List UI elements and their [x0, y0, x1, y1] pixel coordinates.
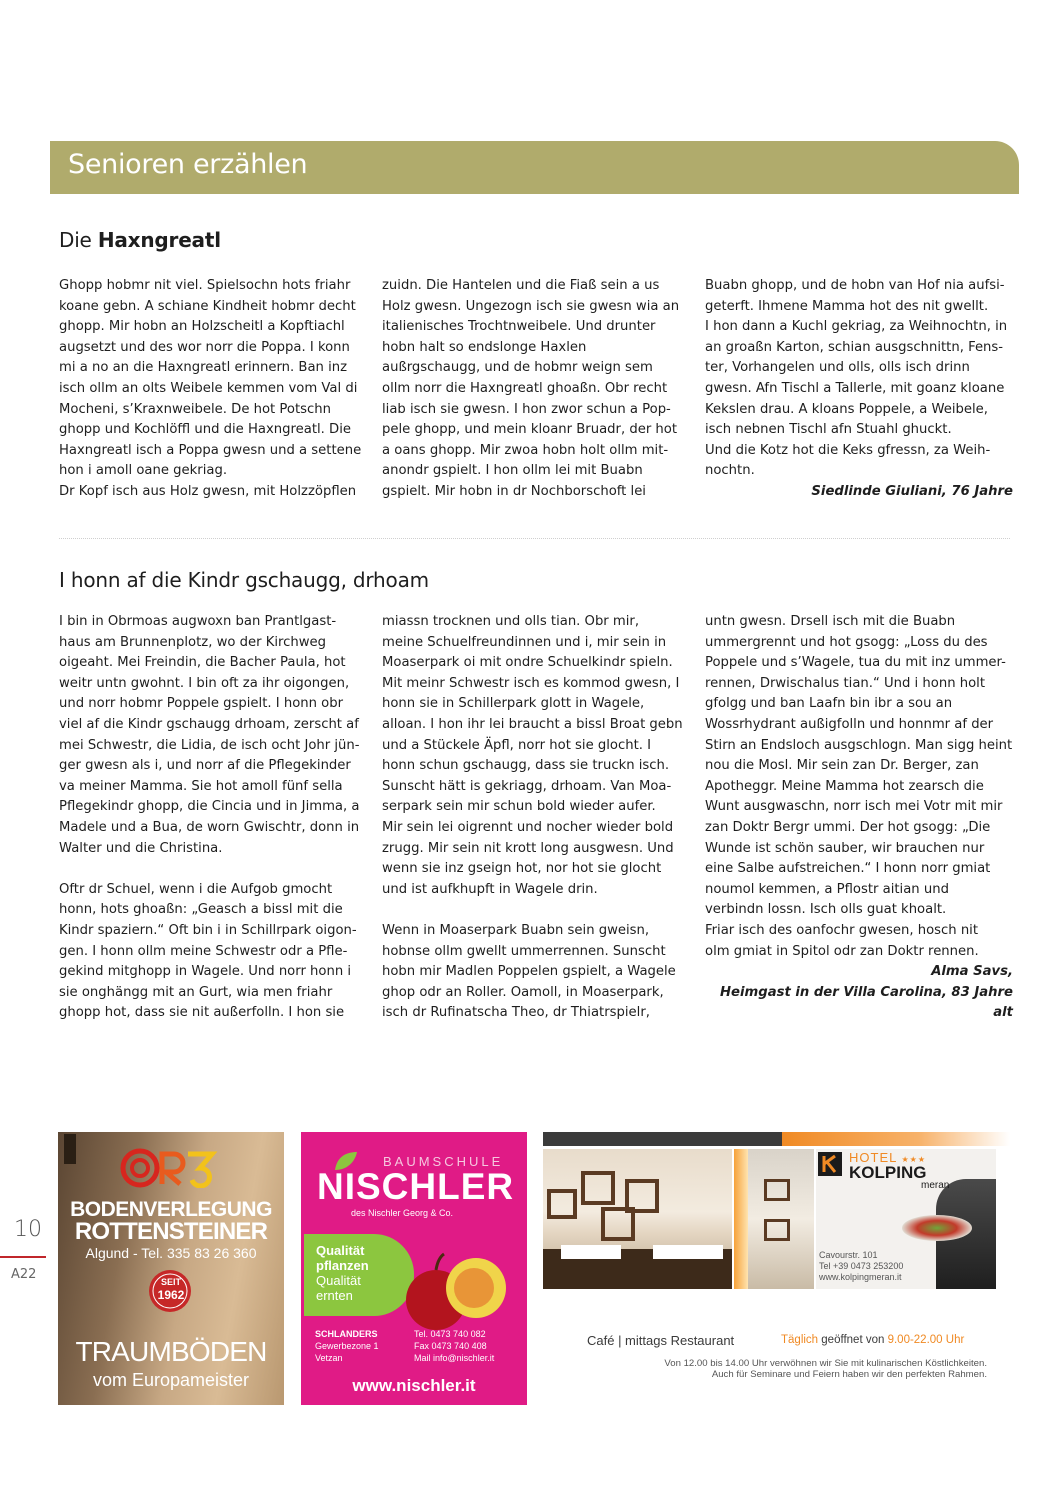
ad2-fax: 0473 740 408: [431, 1341, 487, 1351]
hotel-tel: Tel +39 0473 253200: [819, 1261, 904, 1271]
wall-shelf: [581, 1171, 615, 1205]
hotel-contact: [819, 1250, 903, 1283]
wall-shelf: [547, 1189, 577, 1219]
hotel-city: meran: [921, 1180, 950, 1191]
article1-col1-text: Ghopp hobmr nit viel. Spielsochn hots friahr koane gebn. A schiane Kindheit hobmr decht ghopp. Mir hobn an Holzscheitl a Kopftiachl augsetzt und des wor norr die Poppa. I konn mi a no an die Haxngreatl erinnern. Ban inz isch ollm an olts Weibele kemmen vom Val di Mocheni, s’Kraxnweibele. De hot Potschn ghopp und Kochlöffl und die Haxngreatl. Die Haxngreatl isch a Poppa gwesn und a settene hon i amoll oane gekriag. Dr Kopf isch aus Holz gwesn, mit Holzzöpflen: [59, 278, 362, 499]
hotel-address: Cavourstr. 101: [819, 1250, 878, 1260]
page-code: A22: [11, 1267, 37, 1282]
section-banner: [50, 141, 1019, 194]
hotel-note-1: Von 12.00 bis 14.00 Uhr verwöhnen wir Sie mit kulinarischen Köstlichkeiten.: [664, 1358, 987, 1369]
page-number: 10: [14, 1217, 42, 1242]
ad2-contact: [414, 1328, 494, 1364]
wall-shelf: [601, 1207, 635, 1241]
ad2-name: NISCHLER: [317, 1166, 515, 1207]
ad-nischler[interactable]: [301, 1132, 527, 1405]
article1-column-3: [705, 276, 1013, 503]
article2-column-1: [59, 612, 367, 1024]
hotel-name: KOLPING: [849, 1163, 927, 1182]
section-divider: [59, 538, 1010, 539]
brand-mark: [64, 1134, 76, 1164]
ad2-address: [315, 1328, 379, 1364]
ad2-label: BAUMSCHULE: [383, 1154, 504, 1169]
article1-column-2: [382, 276, 690, 503]
ad1-line2: ROTTENSTEINER: [74, 1218, 268, 1245]
article1-title-bold: Haxngreatl: [97, 228, 221, 252]
article2-col1-text: I bin in Obrmoas augwoxn ban Prantlgast- haus am Brunnenplotz, wo der Kirchweg oigeaht. Mei Freindin, die Bacher Paula, hot weitr untn gwohnt. I bin oft za ihr oigongen, und norr hobmr Poppele gspielt. I honn obr viel af die Kindr gschaugg drhoam, zerscht af mei Schwestr, die Lidia, de isch ocht Johr jün- ger gwesn als i, und norr af die Pflegekinder va meiner Mamma. Sie hot amoll fünf sella Pflegekindr ghopp, die Cincia und in Jimma, a Madele und a Bua, de worn Gwischtr, donn in Walter und die Christina. Oftr dr Schuel, wenn i die Aufgob gmocht honn, hots ghoaßn: „Geasch a bissl mit die Kindr spaziern.“ Oft bin i in Schillrpark oigon- gen. I honn ollm meine Schwestr odr a Pfle- gekind mitghopp in Wagele. Und norr honn i sie onghängg mit an Gurt, wia men friahr ghopp hot, dass sie nit außerfolln. I hon sie: [59, 614, 360, 1021]
table-cloth: [653, 1245, 723, 1259]
ad2-tel: 0473 740 082: [430, 1329, 486, 1339]
opening-hours: [781, 1334, 964, 1346]
article2-col2-text: miassn trocknen und olls tian. Obr mir, meine Schuelfreundinnen und i, mir sein in Moaserpark oi mit ondre Schuelkindr spieln. Mit meinr Schwestr isch es kommod gwesn, I honn sie in Schillerpark glott in Wagele, alloan. I hon ihr lei braucht a bissl Broat gebn und a Stückele Äpfl, norr hot sie glocht. I honn schun gschaugg, dass sie truckn isch. Sunscht hätt is gekriagg, drhoam. Van Moa- serpark sein mir schun bold wieder aufer. Mir sein lei oigrennt und nocher wieder bold zrugg. Mir sein nit krott long ausgwesn. Und wenn sie inz gseign hot, nor hot sie glocht und ist aufkhupft in Wagele drin. Wenn in Moaserpark Buabn sein gweisn, hobnse ollm gwellt ummerrennen. Sunscht hobn mir Madlen Poppelen gspielt, a Wagele ghop odr an Roller. Oamoll, in Moaserpark, isch dr Rufinatscha Theo, dr Thiatrspielr,: [382, 614, 683, 1021]
hotel-label-text: HOTEL: [849, 1150, 897, 1165]
article1-col3-text: Buabn ghopp, und de hobn van Hof nia aufsi- geterft. Ihmene Mamma hot des nit gwellt. I hon dann a Kuchl gekriag, za Weihnochtn, in an groaßn Karton, schian ausgschnittn, Fens- ter, Vorhangelen und olls, olls isch drinn gwesn. Afn Tischl a Tallerle, mit goanz kloane Kekslen drau. A kloans Poppele, a Weibele, isch nebnen Tischl afn Stuahl ghuckt. Und die Kotz hot die Keks gfressn, za Weih- nochtn.: [705, 278, 1008, 479]
ad-kolping[interactable]: [543, 1132, 1010, 1405]
ad2-area: Vetzan: [315, 1353, 343, 1363]
hotel-stars: ★★★: [901, 1155, 926, 1164]
restaurant-photo: [543, 1149, 732, 1289]
ad2-quality-2: pflanzen: [316, 1258, 369, 1273]
article1-title: [59, 228, 221, 252]
article2-col3-text: untn gwesn. Drsell isch mit die Buabn ummergrennt und hot gsogg: „Loss du des Poppele und s’Wagele, tua du mit inz ummer- rennen, Drwischalus tian.“ Und i honn holt gfolgg und ban Laafn bin ibr a sou an Wossrhydrant außigfolln und honnmr af der Stirn an Endsloch ausgschlogn. Man sigg heint nou die Mosl. Mir sein zan Dr. Berger, zan Apotheggr. Meine Mamma hot zearsch die Wunt ausgwaschn, norr isch mei Votr mit mir zan Doktr Bergr ummi. Der hot gsogg: „Die Wunde ist schön sauber, wir brauchen nur eine Salbe aufstreichen.“ I honn norr gmiat noumol kemmen, a Pflostr aitian und verbindn lossn. Isch olls guat khoalt. Friar isch des oanfochr gwesen, hosch nit olm gmiat in Spitol odr zan Doktr rennen.: [705, 614, 1013, 959]
section-title: Senioren erzählen: [68, 149, 308, 180]
ad1-seal-year: 1962: [157, 1288, 185, 1302]
hotel-note-2: Auch für Seminare und Feiern haben wir den perfekten Rahmen.: [711, 1369, 987, 1380]
apples-icon: [396, 1250, 516, 1335]
ad1-slogan-1: TRAUMBÖDEN: [75, 1336, 267, 1367]
ort-logo-icon: [120, 1148, 220, 1188]
ad2-tel-label: Tel.: [414, 1329, 429, 1339]
article1-col2-text: zuidn. Die Hantelen und die Fiaß sein a us Holz gwesn. Ungezogn isch sie gwesn wia an italienisches Trochtnweibele. Und drunter hobn halt so endslonge Haxlen außrgschaugg, und de hobmr weign sem ollm norr die Haxngreatl ghoaßn. Obr recht liab isch sie gwesn. I hon zwor schun a Pop- pele ghopp, und mein kloanr Bruadr, der hot a oans ghopp. Mir zwoa hobn holt ollm mit- anondr gspielt. I hon ollm lei mit Buabn gspielt. Mir hobn in dr Nochborschoft lei: [382, 278, 680, 499]
ad-rottensteiner[interactable]: [58, 1132, 284, 1405]
ad1-slogan-2: vom Europameister: [92, 1370, 250, 1390]
ad2-mail-label: Mail: [414, 1353, 431, 1363]
article2-column-3: [705, 612, 1013, 1024]
ad1-seal-top: SEIT: [160, 1277, 181, 1287]
daily-label: Täglich: [781, 1334, 819, 1346]
ad1-phone: Algund - Tel. 335 83 26 360: [85, 1245, 257, 1261]
article2-column-2: [382, 612, 690, 1024]
light-strip: [734, 1149, 748, 1289]
open-label: geöffnet von: [821, 1334, 885, 1346]
dark-bar: [543, 1132, 782, 1146]
salad-plate: [902, 1215, 972, 1241]
ad2-quality-1: Qualität: [316, 1243, 365, 1258]
interior-photo: [734, 1149, 814, 1289]
ad2-mail[interactable]: info@nischler.it: [433, 1353, 495, 1363]
cafe-label: Café | mittags Restaurant: [587, 1333, 735, 1348]
table-cloth: [561, 1245, 621, 1259]
ad2-fax-label: Fax: [414, 1341, 430, 1351]
ad2-quality: [316, 1243, 369, 1303]
article1-signature: Siedlinde Giuliani, 76 Jahre: [811, 483, 1013, 499]
article2-signature-info: Heimgast in der Villa Carolina, 83 Jahre alt: [720, 984, 1013, 1021]
ad2-street: Gewerbezone 1: [315, 1341, 379, 1351]
ad2-quality-3: Qualität: [316, 1273, 361, 1288]
article2-title: I honn af die Kindr gschaugg, drhoam: [59, 568, 429, 592]
wall-shelf: [764, 1219, 790, 1241]
ad2-website[interactable]: www.nischler.it: [352, 1376, 476, 1395]
kolping-k-icon: [818, 1152, 842, 1176]
article2-signature-name: Alma Savs,: [931, 964, 1013, 980]
ad2-town: SCHLANDERS: [315, 1329, 378, 1339]
hotel-note: [573, 1358, 987, 1380]
article1-title-prefix: Die: [59, 228, 92, 252]
article1-column-1: [59, 276, 367, 503]
ad1-line1: BODENVERLEGUNG: [70, 1198, 272, 1221]
ad2-quality-4: ernten: [316, 1288, 353, 1303]
hotel-website[interactable]: www.kolpingmeran.it: [819, 1272, 902, 1282]
ad2-subtitle: des Nischler Georg & Co.: [351, 1208, 454, 1218]
wall-shelf: [764, 1179, 790, 1201]
page-number-rule: [0, 1256, 46, 1258]
hours-value: 9.00-22.00 Uhr: [887, 1334, 965, 1346]
